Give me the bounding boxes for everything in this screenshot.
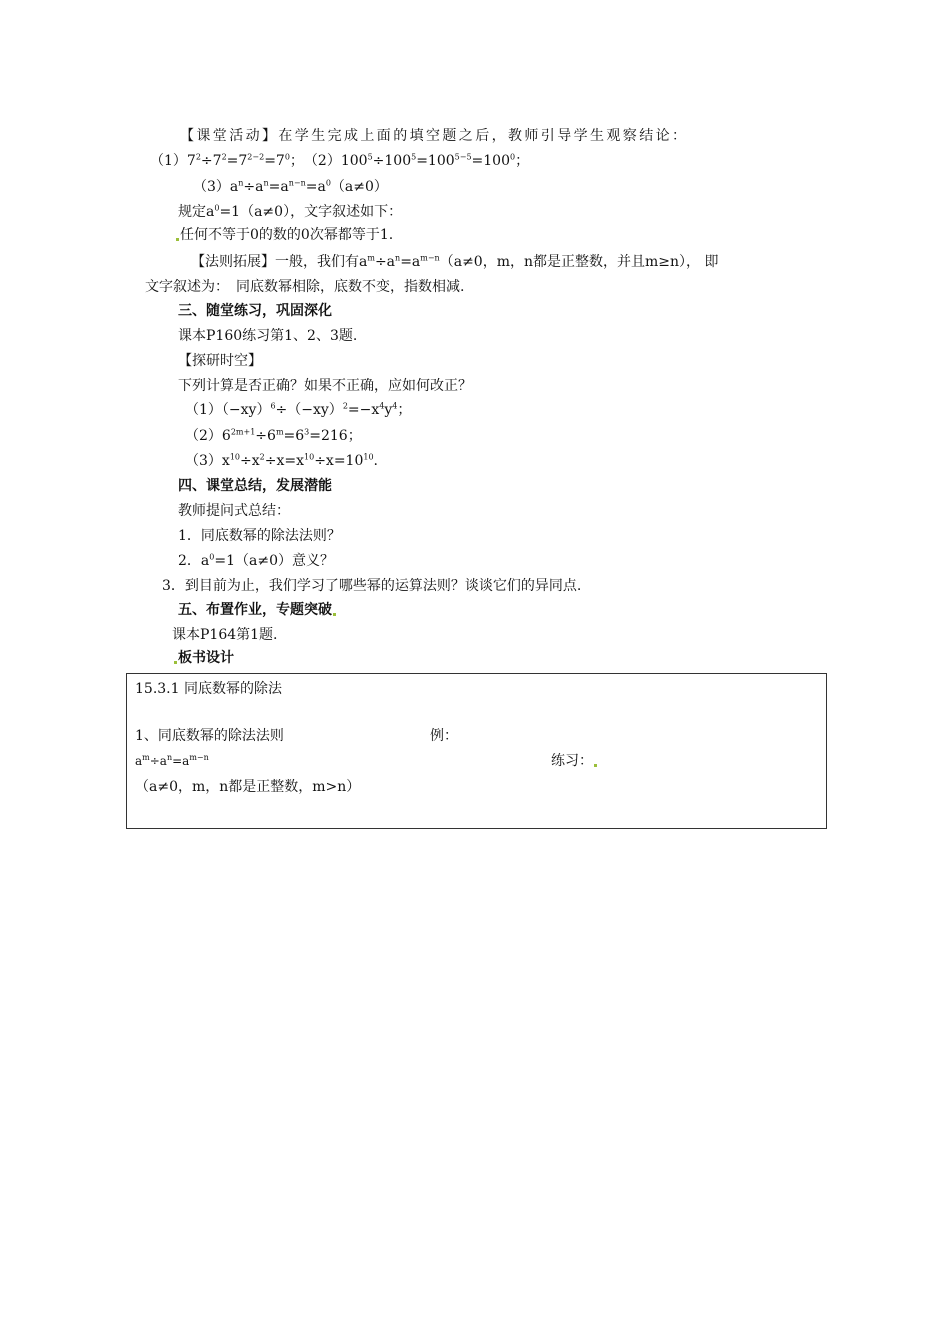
rule-extension: 【法则拓展】一般，我们有$a^m\div a^n=a^{m-n}(a\ne 0$，m，n都是正整数，并且m≥n）， 即 [191,253,719,270]
board-practice-label: 练习： [551,752,598,770]
marker-dot [594,764,597,767]
board-rule-label: 1、同底数幂的除法法则 [135,728,284,744]
section-5-text: 课本P164第1题. [172,627,278,643]
summary-question-3: 3．到目前为止，我们学习了哪些幂的运算法则？谈谈它们的异同点. [162,578,582,594]
section-3-title: 三、随堂练习，巩固深化 [178,303,332,319]
activity-intro: 【课堂活动】在学生完成上面的填空题之后，教师引导学生观察结论： [180,128,689,144]
section-4-title: 四、课堂总结，发展潜能 [178,478,332,494]
zero-exponent-rule: 规定$a^0=1(a\ne 0)$，文字叙述如下： [178,203,403,220]
marker-dot [333,613,336,616]
explore-question: 下列计算是否正确？如果不正确，应如何改正？ [178,378,472,394]
summary-question-2: 2．$a^0=1(a\ne 0)$意义？ [178,552,334,569]
section-4-prompt: 教师提问式总结： [178,503,290,519]
problem-2: $(2)6^{2m+1}\div 6^m=6^3=216$； [185,427,362,444]
board-condition: （a≠0，m，n都是正整数，m>n） [135,779,361,795]
marker-dot [176,238,179,241]
zero-exponent-statement: 任何不等于0的数的0次幂都等于1. [175,226,393,244]
problem-3: $(3)x^{10}\div x^2\div x=x^{10}\div x=10^{10}$. [185,452,378,469]
example-3: $(3)a^n\div a^n=a^{n-n}=a^0(a\ne 0)$ [193,178,388,195]
board-heading: 15.3.1 同底数幂的除法 [135,681,282,697]
example-1: $(1)7^2\div 7^2=7^{2-2}=7^0$； $(2)100^5\div 100^5=100^{5-5}=100^0$； [150,152,530,169]
board-example-label: 例： [430,728,458,744]
section-3-text: 课本P160练习第1、2、3题. [178,328,358,344]
marker-dot [174,661,177,664]
section-5-title: 五、布置作业，专题突破 [178,601,337,619]
board-design-title: 板书设计 [173,649,234,667]
board-rule-formula: $a^m\div a^n=a^{m-n}$ [135,753,209,768]
rule-extension-text: 文字叙述为： 同底数幂相除，底数不变，指数相减. [145,279,465,295]
explore-heading: 【探研时空】 [178,353,262,369]
problem-1: $(1)(-xy)^6\div(-xy)^2=-x^4y^4$； [185,401,412,418]
summary-question-1: 1．同底数幂的除法法则？ [178,528,341,544]
board-design-box [126,673,827,829]
